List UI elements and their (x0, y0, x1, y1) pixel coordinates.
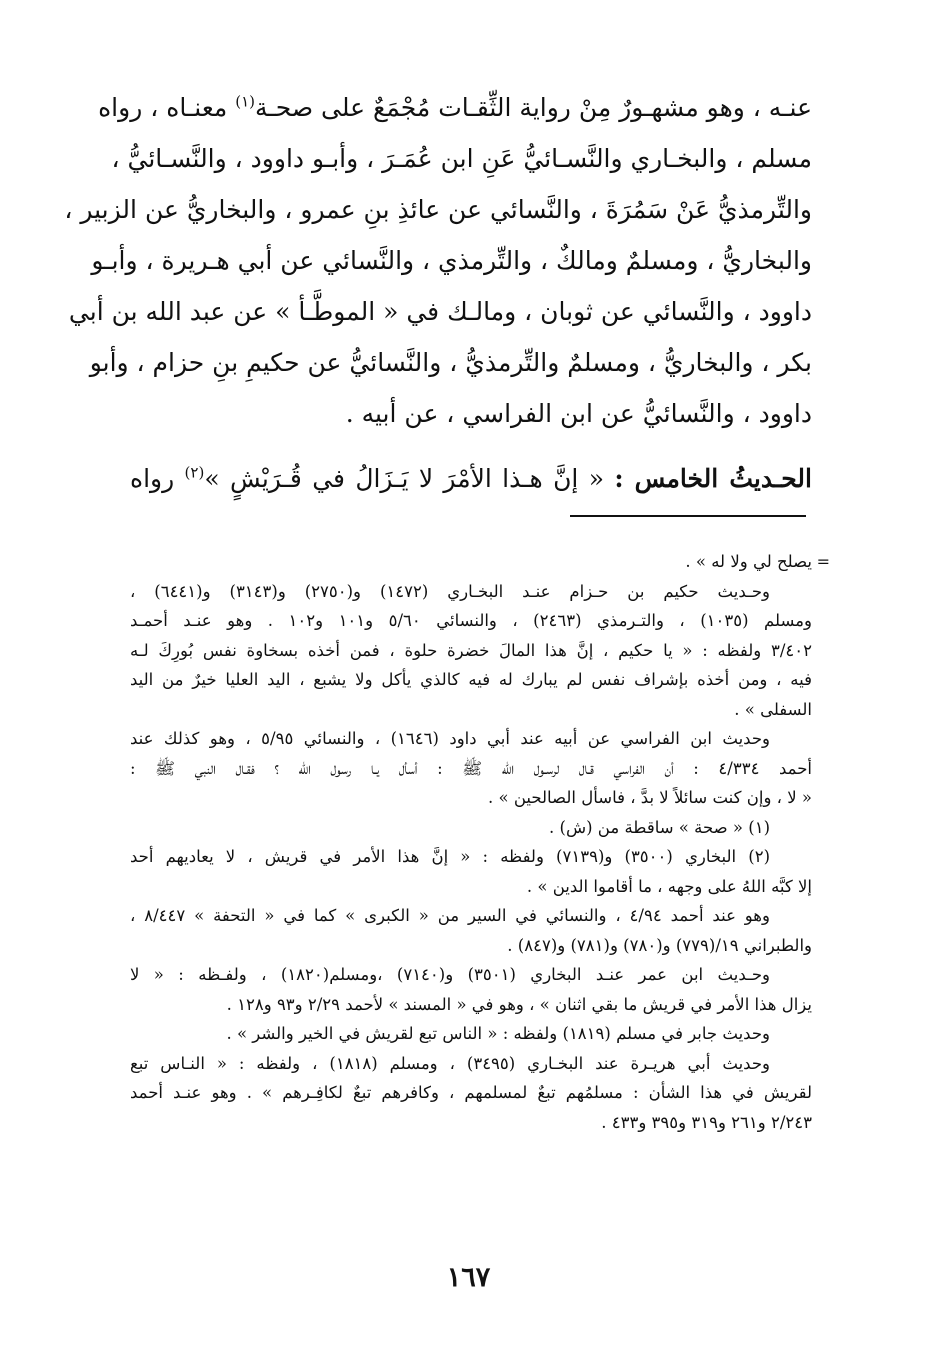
page-number: ١٦٧ (446, 1262, 491, 1293)
footnotes (130, 547, 830, 1137)
footnote-line: يصلح لي ولا له » . (685, 552, 812, 571)
footnote-line: وحديث أبي هريـرة عند البخـاري (٣٤٩٥) ، ومسلم (١٨١٨) ، ولفظه : « النـاس تبع (130, 1053, 771, 1073)
hadith-line (130, 453, 812, 504)
footnote-line: فيه ، ومن أخذه بإشراف نفس لم يبارك له فيه كالذي يأكل ولا يشبع ، اليد العليا خيرٌ من اليد (130, 670, 812, 689)
main-line-1-tail: معنـاه ، رواه (98, 93, 228, 122)
footnote-separator (570, 515, 806, 517)
main-line-1-text: عنـه ، وهو مشهـورٌ مِنْ رواية الثِّقـات مُجْمَعٌ على صحـة (255, 93, 812, 122)
footnote-line: إلا كبَّه اللهُ على وجهه ، ما أقاموا الدين » . (526, 876, 812, 896)
footnote-line: لقريش في هذا الشأن : مسلمُهم تبعٌ لمسلمهم ، وكافرهم تبعٌ لكافِـرهم » . وهو عنـد أحمد (130, 1083, 812, 1102)
main-line-3: والتِّرمذيُّ عَنْ سَمُرَةَ ، والنَّسائي عن عائذِ بنِ عمرو ، والبخاريُّ عن الزبير ، (64, 195, 812, 224)
main-line-4: والبخاريُّ ، ومسلمٌ ومالكٌ ، والتِّرمذي ، والنَّسائي عن أبي هـريرة ، وأبـو (91, 246, 812, 275)
hadith-tail: رواه (130, 464, 175, 493)
footnote-line: ومسلم (١٠٣٥) ، والتـرمذي (٢٤٦٣) ، والنسائي ٥/٦٠ و١٠١ و١٠٢ . وهو عنـد أحمـد (130, 611, 812, 630)
main-line-6: بكر ، والبخاريُّ ، ومسلمٌ والتِّرمذيُّ ، والنَّسائيُّ عن حكيمِ بنِ حزام ، وأبو (89, 348, 812, 377)
footnote-line: أحمد ٤/٣٣٤ : أن الفراسي قـال لرسـول الله ﷺ : أسأل يـا رسول الله ؟ فقـال النبي ﷺ : (130, 758, 812, 778)
footnote-line: وحديث جابر في مسلم (١٨١٩) ولفظه : « الناس تبع لقريش في الخير والشر » . (226, 1024, 770, 1043)
hadith-heading: الحـديثُ الخامس : (614, 464, 812, 493)
footnote-line: وحـديث ابن عمر عنـد البخاري (٣٥٠١) و(٧١٤٠) ،ومسلم(١٨٢٠) ، ولفـظه : « لا (130, 965, 770, 984)
footnote-line: وحـديث حكيم بن حـزام عنـد البخـاري (١٤٧٢) و(٢٧٥٠) و(٣١٤٣) و(٦٤٤١) ، (130, 581, 771, 601)
main-text (64, 82, 812, 504)
main-line-2: مسلم ، والبخـاري والنَّسـائيُّ عَنِ ابن عُمَـرَ ، وأبـو داوود ، والنَّسـائيُّ ، (111, 144, 812, 173)
main-line-7: داوود ، والنَّسائيُّ عن ابن الفراسي ، عن أبيه . (345, 399, 812, 428)
footnote-line: (١) « صحة » ساقطة من (ش) . (549, 817, 770, 837)
footnote-marker-1: (١) (235, 92, 255, 111)
hadith-text: « إنَّ هـذا الأمْرَ لا يَـزَالُ في قُـرَيْشٍ » (204, 464, 604, 493)
footnote-line: يزال هذا الأمر في قريش ما بقي اثنان » ، وهو في « المسند » لأحمد ٢/٢٩ و٩٣ و١٢٨ . (226, 994, 812, 1014)
main-line-5: داوود ، والنَّسائي عن ثوبان ، ومالـك في « الموطَّـأ » عن عبد الله بن أبي (68, 297, 812, 326)
footnote-line: والطبراني ١٩/(٧٧٩) و(٧٨٠) و(٧٨١) و(٨٤٧) . (507, 935, 812, 955)
continuation-mark: = (816, 552, 830, 571)
footnote-line: (٢) البخاري (٣٥٠٠) و(٧١٣٩) ولفظه : « إنَّ هذا الأمر في قريش ، لا يعاديهم أحد (130, 847, 770, 866)
footnote-line: السفلى » . (734, 699, 812, 719)
main-line-1 (98, 82, 812, 133)
footnote-line: ٢/٢٤٣ و٢٦١ و٣١٩ و٣٩٥ و٤٣٣ . (601, 1112, 812, 1132)
footnote-line: ٣/٤٠٢ ولفظه : « يا حكيم ، إنَّ هذا المالَ خضرة حلوة ، فمن أخذه بسخاوة نفس بُورِكَ لـه (130, 640, 812, 660)
footnote-line: وهو عند أحمد ٤/٩٤ ، والنسائي في السير من « الكبرى » كما في « التحفة » ٨/٤٤٧ ، (130, 906, 770, 925)
footnote-marker-2: (٢) (184, 463, 205, 482)
footnote-line: وحديث ابن الفراسي عن أبيه عند أبي داود (١٦٤٦) ، والنسائي ٥/٩٥ ، وهو كذلك عند (130, 729, 770, 748)
footnote-line: « لا ، وإن كنت سائلاً لا بدَّ ، فاسأل الصالحين » . (487, 788, 812, 807)
